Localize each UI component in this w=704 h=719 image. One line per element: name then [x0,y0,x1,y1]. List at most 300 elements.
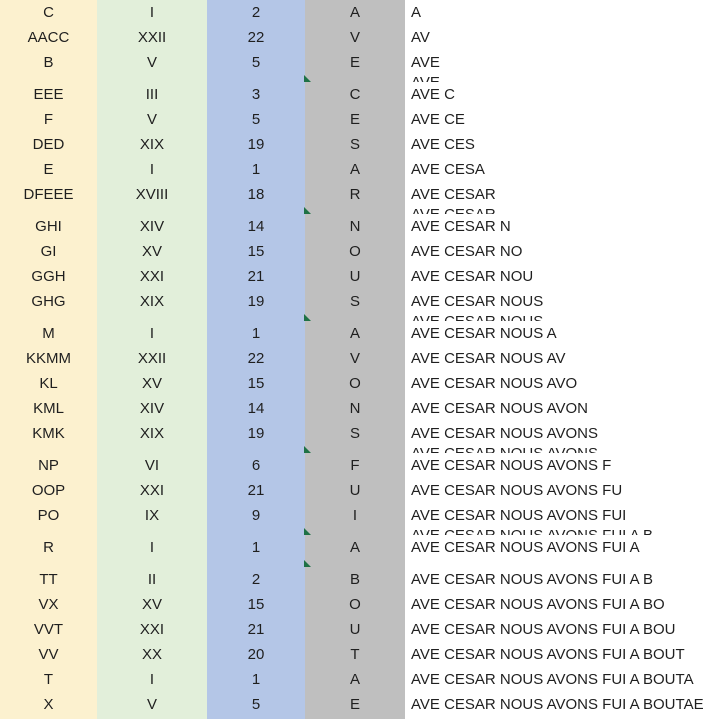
cell-text: 22 [247,350,265,367]
cell-roman-numeral[interactable] [97,503,207,528]
cell-letter[interactable] [305,25,405,50]
cell-letter[interactable] [305,528,405,535]
cell-letter[interactable] [305,82,405,107]
cell-text: GHI [35,218,62,235]
cell-phrase[interactable] [405,346,690,371]
cell-letters[interactable] [0,567,97,592]
cell-letter[interactable] [305,535,405,560]
cell-letter[interactable] [305,592,405,617]
cell-letter[interactable] [305,453,405,478]
cell-phrase[interactable] [405,667,694,692]
cell-letters[interactable] [0,321,97,346]
cell-roman-numeral[interactable] [97,182,207,207]
table-row [0,567,690,592]
cell-text: AVE C [411,86,455,103]
cell-text: GGH [31,268,66,285]
cell-phrase[interactable] [405,264,690,289]
cell-roman-numeral[interactable] [97,446,207,453]
cell-text: AVE CESAR NOUS AVONS FUI A BOUTAE [411,696,704,713]
cell-phrase[interactable] [405,453,690,478]
cell-text: XV [141,243,162,260]
cell-text: 5 [251,696,261,713]
cell-text: I [149,161,155,178]
cell-text: A [349,161,360,178]
cell-letters[interactable] [0,107,97,132]
hidden-row-marker-icon [304,528,311,535]
cell-number[interactable] [207,50,305,75]
cell-text: AVE CESAR NOUS AV [411,350,566,367]
cell-letters[interactable] [0,214,97,239]
cell-letters[interactable] [0,446,97,453]
cell-text: 3 [251,86,261,103]
cell-phrase[interactable] [405,560,690,567]
cell-letter[interactable] [305,421,405,446]
cell-letters[interactable] [0,642,97,667]
cell-text: 2 [251,4,261,21]
cell-number[interactable] [207,371,305,396]
cell-roman-numeral[interactable] [97,0,207,25]
cell-number[interactable] [207,314,305,321]
cell-text: GI [40,243,57,260]
cell-phrase[interactable] [405,157,690,182]
cell-letters[interactable] [0,50,97,75]
cell-text: AVE CESAR NOUS AVONS FUI A BOUT [411,646,685,663]
table-row [0,289,690,314]
table-row [0,25,690,50]
cell-text: VVT [33,621,64,638]
cell-roman-numeral[interactable] [97,107,207,132]
cell-text: KL [39,375,58,392]
cell-roman-numeral[interactable] [97,642,207,667]
cell-phrase[interactable] [405,503,690,528]
cell-phrase[interactable] [405,182,690,207]
cell-phrase[interactable] [405,528,690,535]
cell-text: XIX [139,425,165,442]
cell-letter[interactable] [305,346,405,371]
cell-roman-numeral[interactable] [97,132,207,157]
cell-number[interactable] [207,239,305,264]
cell-text: AVE CESAR NOUS AVONS FUI A [411,539,640,556]
cell-letter[interactable] [305,132,405,157]
cell-number[interactable] [207,478,305,503]
cell-text: AVE CESAR NOUS A [411,325,557,342]
cell-text: XVIII [135,186,169,203]
cell-number[interactable] [207,528,305,535]
cell-text: 1 [251,325,261,342]
cell-number[interactable] [207,567,305,592]
cell-phrase[interactable] [405,446,690,453]
cell-phrase[interactable] [405,75,690,82]
cell-number[interactable] [207,207,305,214]
cell-letter[interactable] [305,214,405,239]
cell-number[interactable] [207,560,305,567]
cell-number[interactable] [207,421,305,446]
cell-text: XXI [139,621,165,638]
cell-text: S [349,136,360,153]
cell-text: AVE CES [411,136,475,153]
table-row [0,239,690,264]
cell-text: AVE CESAR NO [411,243,523,260]
cell-text: XX [141,646,162,663]
cell-phrase[interactable] [405,617,690,642]
cell-text: E [43,161,54,178]
cell-letters[interactable] [0,560,97,567]
cell-letter[interactable] [305,478,405,503]
cell-text: KMK [32,425,65,442]
table-row [0,453,690,478]
cell-text: O [349,243,361,260]
cell-letter[interactable] [305,642,405,667]
cell-text: 14 [247,218,265,235]
cell-roman-numeral[interactable] [97,617,207,642]
cell-number[interactable] [207,157,305,182]
cell-roman-numeral[interactable] [97,371,207,396]
cell-phrase[interactable] [405,25,690,50]
cell-phrase[interactable] [405,239,690,264]
cell-text: AVE CESAR NOU [411,268,534,285]
cell-text: AVE CESAR NOUS AVONS FU [411,482,623,499]
cell-roman-numeral[interactable] [97,567,207,592]
cell-text: 14 [247,400,265,417]
cell-text: F [43,111,54,128]
cell-text: AVE CESAR NOUS AVONS FUI A BOUTA [411,671,694,688]
cell-letters[interactable] [0,396,97,421]
cell-roman-numeral[interactable] [97,207,207,214]
cell-phrase[interactable] [405,642,690,667]
table-row [0,50,690,75]
cell-text: U [349,268,361,285]
cell-text: 15 [247,596,265,613]
cell-phrase[interactable] [405,82,690,107]
cell-number[interactable] [207,667,305,692]
hidden-row-marker-icon [304,446,311,453]
cell-letters[interactable] [0,371,97,396]
cell-number[interactable] [207,321,305,346]
cell-text: AVE [411,54,440,71]
cell-text: N [349,400,361,417]
cell-text: 19 [247,136,265,153]
table-row [0,692,704,719]
cell-text: AVE CE [411,111,465,128]
cell-letters[interactable] [0,503,97,528]
cell-letters[interactable] [0,617,97,642]
cell-text: 21 [247,621,265,638]
hidden-row [0,75,690,82]
cell-text: AVE CESA [411,161,485,178]
cell-text: XXII [137,350,167,367]
cell-phrase[interactable] [405,132,690,157]
cell-letters[interactable] [0,0,97,25]
cell-phrase[interactable] [405,321,690,346]
cell-text: 15 [247,375,265,392]
cell-letter[interactable] [305,289,405,314]
cell-number[interactable] [207,692,305,719]
cell-text: B [43,54,54,71]
cell-letter[interactable] [305,107,405,132]
cell-letters[interactable] [0,132,97,157]
cell-text: VX [38,596,59,613]
table-row [0,157,690,182]
cell-text: T [350,646,360,663]
cell-letters[interactable] [0,289,97,314]
cell-number[interactable] [207,289,305,314]
cell-letter[interactable] [305,321,405,346]
cell-phrase[interactable] [405,50,690,75]
cell-text: R [43,539,54,556]
cell-letters[interactable] [0,528,97,535]
cell-number[interactable] [207,446,305,453]
cell-letter[interactable] [305,75,405,82]
cell-phrase[interactable] [405,0,690,25]
cell-letter[interactable] [305,617,405,642]
cell-text: GHG [31,293,66,310]
cell-text: 19 [247,425,265,442]
cell-text: 1 [251,539,261,556]
cell-text: KML [33,400,64,417]
cell-text: V [146,54,157,71]
cell-text: V [349,29,360,46]
cell-text: AVE CESAR NOUS AVONS FUI A BO [411,596,665,613]
cell-letters[interactable] [0,264,97,289]
cell-text: XIX [139,293,165,310]
cell-text: PO [37,507,60,524]
table-row [0,421,690,446]
cell-number[interactable] [207,82,305,107]
hidden-row-marker-icon [304,207,311,214]
cell-phrase[interactable] [405,567,690,592]
cell-number[interactable] [207,132,305,157]
cell-text: 5 [251,111,261,128]
hidden-row [0,207,690,214]
cell-text: C [349,86,361,103]
cell-text: C [43,4,54,21]
cell-text: XXI [139,482,165,499]
cell-phrase[interactable] [405,214,690,239]
cell-text: XIV [139,218,165,235]
cell-text: VV [38,646,59,663]
table-row [0,321,690,346]
hidden-row [0,560,690,567]
cell-text: 9 [251,507,261,524]
cell-phrase[interactable] [405,396,690,421]
cell-letters[interactable] [0,692,97,719]
cell-text: KKMM [26,350,71,367]
cell-phrase[interactable] [405,107,690,132]
cell-letters[interactable] [0,667,97,692]
cell-letter[interactable] [305,371,405,396]
cell-roman-numeral[interactable] [97,25,207,50]
cell-number[interactable] [207,592,305,617]
cell-roman-numeral[interactable] [97,667,207,692]
cell-text: O [349,596,361,613]
cell-roman-numeral[interactable] [97,528,207,535]
cell-text: AVE CESAR NOUS AVONS FUI A B [411,571,654,588]
cell-letter[interactable] [305,567,405,592]
cell-letters[interactable] [0,535,97,560]
cell-number[interactable] [207,107,305,132]
cell-letters[interactable] [0,421,97,446]
cell-text: AVE CESAR NOUS AVO [411,375,578,392]
cell-number[interactable] [207,396,305,421]
cell-text: 15 [247,243,265,260]
cell-number[interactable] [207,264,305,289]
cell-text: O [349,375,361,392]
cell-phrase[interactable] [405,314,690,321]
cell-letters[interactable] [0,25,97,50]
cell-letters[interactable] [0,478,97,503]
cell-text: B [349,571,360,588]
cell-text: AVE CESAR NOUS AVONS [411,425,598,442]
cell-letter[interactable] [305,396,405,421]
cell-phrase[interactable] [405,592,690,617]
hidden-row-marker-icon [304,560,311,567]
cell-text: 19 [247,293,265,310]
cell-roman-numeral[interactable] [97,75,207,82]
cell-roman-numeral[interactable] [97,289,207,314]
cell-letters[interactable] [0,207,97,214]
cell-phrase[interactable] [405,371,690,396]
table-row [0,478,690,503]
cell-text: A [349,4,360,21]
cell-number[interactable] [207,453,305,478]
hidden-row [0,446,690,453]
cell-letter[interactable] [305,50,405,75]
table-row [0,132,690,157]
cell-roman-numeral[interactable] [97,692,207,719]
cell-number[interactable] [207,346,305,371]
cell-text: M [42,325,55,342]
cell-text: 20 [247,646,265,663]
cell-text: A [349,539,360,556]
cell-letter[interactable] [305,264,405,289]
cell-letters[interactable] [0,182,97,207]
cell-roman-numeral[interactable] [97,157,207,182]
cell-roman-numeral[interactable] [97,82,207,107]
cell-text: 21 [247,482,265,499]
cell-text: A [349,325,360,342]
cell-text: OOP [31,482,66,499]
table-row [0,592,690,617]
cell-number[interactable] [207,535,305,560]
cell-text: IX [144,507,160,524]
cell-text: AVE CESAR NOUS AVONS FUI [411,507,627,524]
hidden-row [0,314,690,321]
cell-text: E [349,111,360,128]
cell-text: AVE CESAR NOUS AVONS F [411,457,612,474]
cell-text: XIX [139,136,165,153]
cell-number[interactable] [207,642,305,667]
cell-roman-numeral[interactable] [97,239,207,264]
cell-number[interactable] [207,75,305,82]
cell-letters[interactable] [0,82,97,107]
cell-text: II [147,571,157,588]
cell-letters[interactable] [0,157,97,182]
cell-phrase[interactable] [405,207,690,214]
cell-letters[interactable] [0,453,97,478]
cell-phrase[interactable] [405,289,690,314]
cell-text: AVE CESAR [411,186,496,203]
cell-text: I [149,671,155,688]
cell-text: 21 [247,268,265,285]
cell-roman-numeral[interactable] [97,396,207,421]
cell-text: AACC [27,29,70,46]
cell-text: XXI [139,268,165,285]
cell-letter[interactable] [305,0,405,25]
cell-letters[interactable] [0,346,97,371]
cell-letters[interactable] [0,239,97,264]
cell-letter[interactable] [305,503,405,528]
cell-roman-numeral[interactable] [97,321,207,346]
cell-number[interactable] [207,25,305,50]
cell-letters[interactable] [0,314,97,321]
cell-text: U [349,621,361,638]
cell-roman-numeral[interactable] [97,264,207,289]
cell-number[interactable] [207,214,305,239]
cell-letter[interactable] [305,446,405,453]
cell-text: EEE [33,86,64,103]
cell-number[interactable] [207,182,305,207]
cell-roman-numeral[interactable] [97,535,207,560]
cell-text: III [145,86,159,103]
table-row [0,535,690,560]
cell-number[interactable] [207,0,305,25]
cell-phrase[interactable] [405,478,690,503]
cell-roman-numeral[interactable] [97,560,207,567]
hidden-row [0,528,690,535]
cell-text: S [349,425,360,442]
cell-letters[interactable] [0,75,97,82]
cell-roman-numeral[interactable] [97,314,207,321]
cell-phrase[interactable] [405,692,704,719]
cell-number[interactable] [207,617,305,642]
cell-text: F [350,457,360,474]
cell-phrase[interactable] [405,535,690,560]
cell-text: I [352,507,358,524]
table-row [0,667,694,692]
cell-text: E [349,696,360,713]
hidden-row-marker-icon [304,314,311,321]
cell-roman-numeral[interactable] [97,50,207,75]
cell-text: I [149,325,155,342]
cell-roman-numeral[interactable] [97,592,207,617]
cell-letter[interactable] [305,314,405,321]
cell-roman-numeral[interactable] [97,214,207,239]
cell-text: 1 [251,161,261,178]
cell-letter[interactable] [305,560,405,567]
cell-roman-numeral[interactable] [97,346,207,371]
cell-roman-numeral[interactable] [97,478,207,503]
cell-text: N [349,218,361,235]
table-row [0,107,690,132]
cell-roman-numeral[interactable] [97,421,207,446]
cell-letter[interactable] [305,157,405,182]
cell-roman-numeral[interactable] [97,453,207,478]
cell-letter[interactable] [305,667,405,692]
table-row [0,642,690,667]
cell-text: I [149,4,155,21]
cell-phrase[interactable] [405,421,690,446]
cell-letter[interactable] [305,182,405,207]
cell-letters[interactable] [0,592,97,617]
cell-text: AVE CESAR NOUS [411,293,544,310]
table-row [0,371,690,396]
cell-number[interactable] [207,503,305,528]
cell-text: 6 [251,457,261,474]
cell-letter[interactable] [305,692,405,719]
cell-letter[interactable] [305,207,405,214]
cell-text: T [43,671,54,688]
cell-letter[interactable] [305,239,405,264]
